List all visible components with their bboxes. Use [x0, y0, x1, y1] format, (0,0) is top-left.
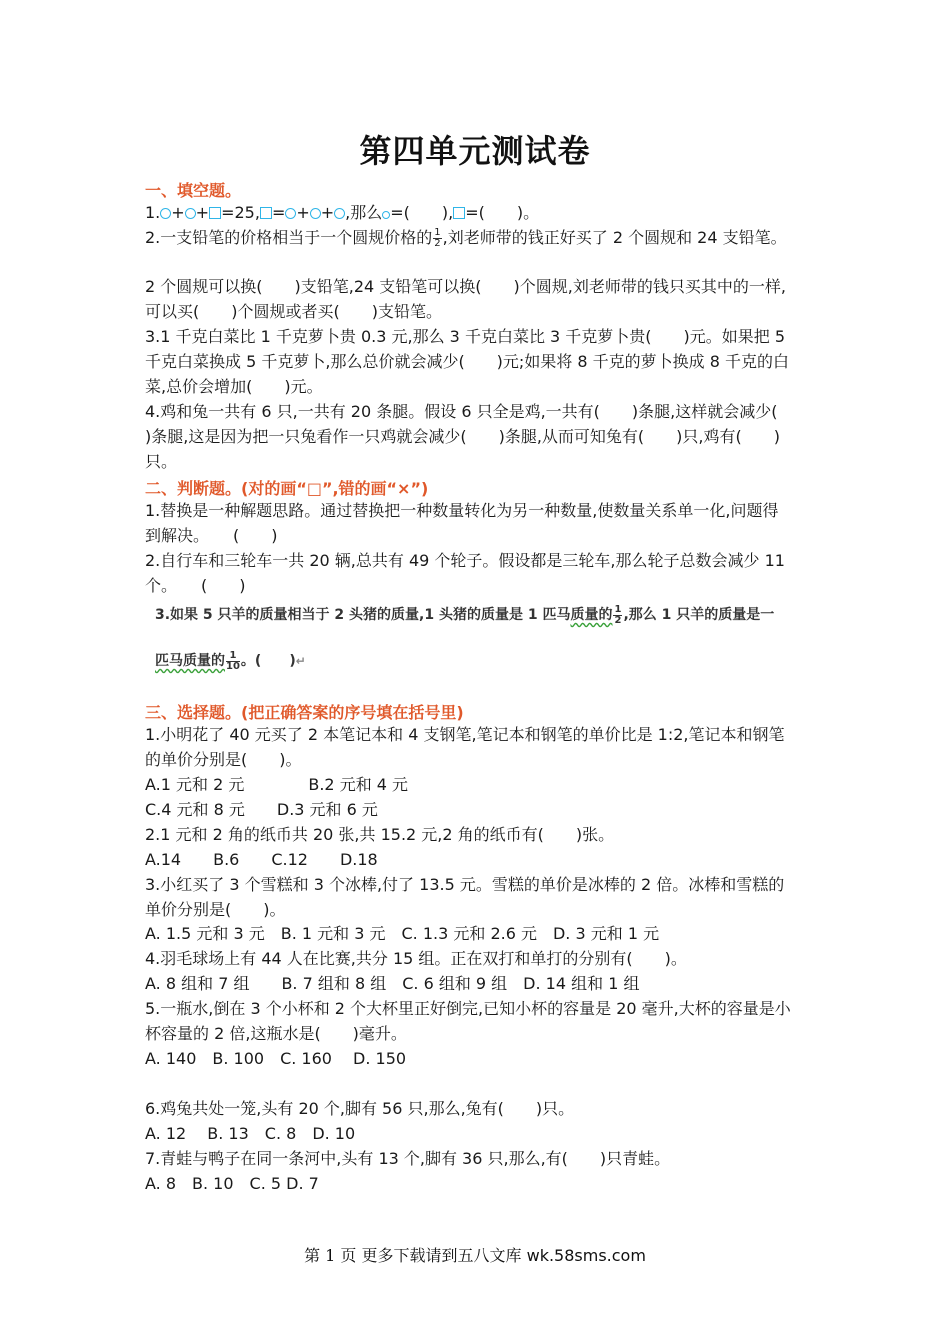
- judge-q2-line2: 个。 ( ): [145, 576, 246, 595]
- text-run: 2.一支铅笔的价格相当于一个圆规价格的: [145, 228, 433, 247]
- fraction: [226, 651, 240, 672]
- text-run: 3.如果 5 只羊的质量相当于 2 头猪的质量,1 头猪的质量是 1 匹马: [155, 607, 571, 623]
- page-title: 第四单元测试卷: [359, 132, 591, 170]
- square-icon: [260, 207, 272, 219]
- text-run: ,那么 1 只羊的质量是一: [623, 607, 775, 623]
- fraction: [433, 228, 441, 249]
- text-run: 质量的: [183, 653, 225, 669]
- circle-icon: [285, 208, 296, 219]
- choice-q3-opts: A. 1.5 元和 3 元 B. 1 元和 3 元 C. 1.3 元和 2.6 元 D. 3 元和 1 元: [145, 924, 660, 943]
- choice-q6-line1: 6.鸡兔共处一笼,头有 20 个,脚有 56 只,那么,兔有( )只。: [145, 1099, 575, 1118]
- page-footer: [0, 1243, 950, 1266]
- choice-q1-line2: 的单价分别是( )。: [145, 750, 302, 769]
- fraction-numerator: 1: [226, 651, 240, 662]
- fill-q1-number: 1.: [145, 203, 161, 222]
- circle-icon: [185, 208, 196, 219]
- return-mark-icon: ↵: [295, 654, 306, 668]
- judge-q3-line1: [155, 604, 774, 626]
- choice-q2-opts: A.14 B.6 C.12 D.18: [145, 850, 378, 869]
- judge-q2-line1: 2.自行车和三轮车一共 20 辆,总共有 49 个轮子。假设都是三轮车,那么轮子总数会减少 11: [145, 551, 785, 570]
- text-run: ,刘老师带的钱正好买了 2 个圆规和 24 支铅笔。: [442, 228, 787, 247]
- square-icon: [453, 207, 465, 219]
- fill-q2-line3: 可以买( )个圆规或者买( )支铅笔。: [145, 302, 442, 321]
- section-fill-heading: 一、填空题。: [145, 181, 242, 200]
- section-choice-heading: 三、选择题。(把正确答案的序号填在括号里): [145, 703, 464, 722]
- choice-q1-opt2: C.4 元和 8 元 D.3 元和 6 元: [145, 800, 378, 819]
- fraction: [613, 605, 622, 626]
- choice-q4-opts: A. 8 组和 7 组 B. 7 组和 8 组 C. 6 组和 9 组 D. 14 组和 1 组: [145, 974, 640, 993]
- choice-q6-opts: A. 12 B. 13 C. 8 D. 10: [145, 1124, 356, 1143]
- fill-q2-line2: 2 个圆规可以换( )支铅笔,24 支铅笔可以换( )个圆规,刘老师带的钱只买其中的一样,: [145, 277, 786, 296]
- fraction-denominator: 10: [226, 660, 240, 672]
- fill-q2-line1: [145, 225, 787, 250]
- judge-q1-line1: 1.替换是一种解题思路。通过替换把一种数量转化为另一种数量,使数量关系单一化,问题得: [145, 501, 779, 520]
- choice-q5-opts: A. 140 B. 100 C. 160 D. 150: [145, 1049, 407, 1068]
- choice-q1-line1: 1.小明花了 40 元买了 2 本笔记本和 4 支钢笔,笔记本和钢笔的单价比是 1:2,笔记本和钢笔: [145, 725, 785, 744]
- square-icon: [209, 207, 221, 219]
- fill-q4-line1: 4.鸡和兔一共有 6 只,一共有 20 条腿。假设 6 只全是鸡,一共有( )条腿,这样就会减少(: [145, 402, 778, 421]
- choice-q5-line2: 杯容量的 2 倍,这瓶水是( )毫升。: [145, 1024, 407, 1043]
- fraction-numerator: 1: [434, 227, 441, 238]
- choice-q3-line1: 3.小红买了 3 个雪糕和 3 个冰棒,付了 13.5 元。雪糕的单价是冰棒的 2 倍。冰棒和雪糕的: [145, 875, 785, 894]
- fill-q1-part: =25,: [221, 203, 260, 222]
- section-judge-heading: 二、判断题。(对的画“□”,错的画“×”): [145, 479, 429, 498]
- footer-text: 第 1 页 更多下载请到五八文库: [304, 1246, 527, 1265]
- circle-icon: [310, 208, 321, 219]
- text-run: 质量的: [570, 607, 613, 623]
- choice-q1-opt1: A.1 元和 2 元 B.2 元和 4 元: [145, 775, 409, 794]
- choice-q2-line1: 2.1 元和 2 角的纸币共 20 张,共 15.2 元,2 角的纸币有( )张。: [145, 825, 615, 844]
- circle-icon: [160, 208, 171, 219]
- fraction-denominator: 2: [434, 238, 441, 249]
- footer-site-link[interactable]: wk.58sms.com: [526, 1246, 646, 1265]
- fraction-denominator: 2: [614, 614, 622, 626]
- text-run: 匹马: [155, 653, 183, 669]
- fill-q1-part: =( ),: [390, 203, 454, 222]
- text-run: 。( ): [240, 653, 296, 669]
- fill-q3-line3: 菜,总价会增加( )元。: [145, 377, 323, 396]
- judge-q3-line2: [155, 650, 306, 672]
- fraction-numerator: 1: [614, 603, 622, 615]
- choice-q7-line1: 7.青蛙与鸭子在同一条河中,头有 13 个,脚有 36 只,那么,有( )只青蛙。: [145, 1149, 671, 1168]
- fill-q4-line2: )条腿,这是因为把一只兔看作一只鸡就会减少( )条腿,从而可知兔有( )只,鸡有( ): [145, 427, 780, 446]
- fill-q1-part: ,那么: [345, 203, 383, 222]
- choice-q7-opts: A. 8 B. 10 C. 5 D. 7: [145, 1174, 319, 1193]
- fill-q3-line2: 千克白菜换成 5 千克萝卜,那么总价就会减少( )元;如果将 8 千克的萝卜换成 8 千克的白: [145, 352, 790, 371]
- choice-q4-line1: 4.羽毛球场上有 44 人在比赛,共分 15 组。正在双打和单打的分别有( )。: [145, 949, 687, 968]
- circle-icon: [334, 208, 345, 219]
- fill-q4-line3: 只。: [145, 452, 178, 471]
- fill-q3-line1: 3.1 千克白菜比 1 千克萝卜贵 0.3 元,那么 3 千克白菜比 3 千克萝卜贵( )元。如果把 5: [145, 327, 786, 346]
- choice-q5-line1: 5.一瓶水,倒在 3 个小杯和 2 个大杯里正好倒完,已知小杯的容量是 20 毫升,大杯的容量是小: [145, 999, 791, 1018]
- fill-q1: 1. + + =25, = + + ,那么 =( ), =( )。: [145, 203, 540, 222]
- fill-q1-part: =( )。: [465, 203, 540, 222]
- judge-q1-line2: 到解决。 ( ): [145, 526, 278, 545]
- choice-q3-line2: 单价分别是( )。: [145, 900, 286, 919]
